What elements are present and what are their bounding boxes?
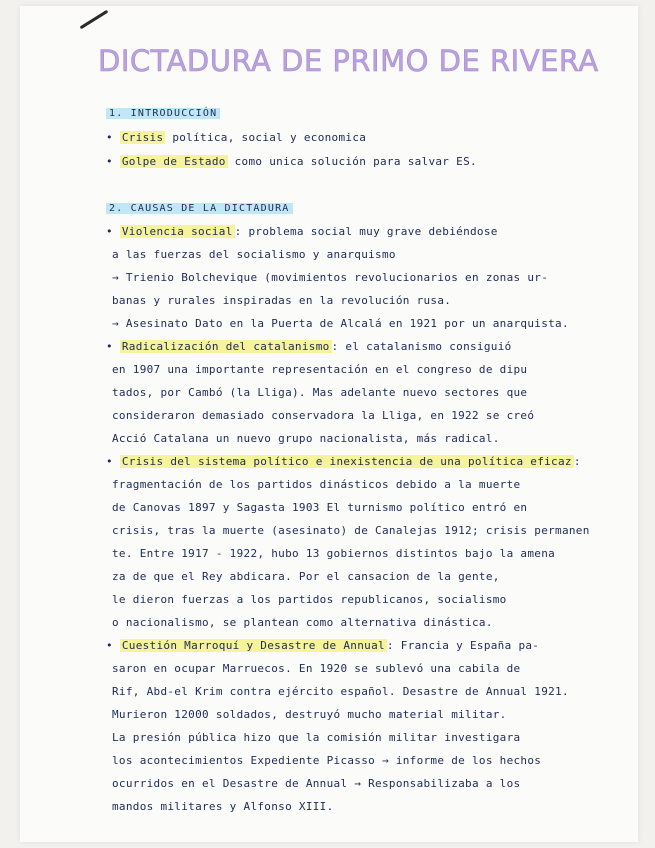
note-line [106,639,539,652]
note-text: saron en ocupar Marruecos. En 1920 se sublevó una cabila de [112,662,521,675]
note-line [112,708,507,721]
note-line [112,524,590,537]
note-line [112,570,500,583]
note-line [106,225,498,238]
note-highlight: Crisis [121,131,164,144]
section-heading-causas: 2. CAUSAS DE LA DICTADURA [106,201,293,214]
note-text: te. Entre 1917 - 1922, hubo 13 gobiernos distintos bajo la amena [112,547,556,560]
note-line [112,731,520,744]
note-line [112,294,451,307]
note-line [112,432,500,445]
note-line [112,800,334,813]
note-line [112,754,541,767]
note-line [112,593,507,606]
note-bullet: • [106,225,120,238]
note-highlight: Crisis del sistema político e inexistencia de una política eficaz [121,455,572,468]
note-text: como unica solución para salvar ES. [227,155,477,168]
note-line [112,248,396,261]
note-bullet: • [106,131,120,144]
note-text: fragmentación de los partidos dinásticos debido a la muerte [112,478,521,491]
note-text: política, social y economica [165,131,367,144]
note-bullet: • [106,455,120,468]
note-bullet: • [106,340,120,353]
note-text: los acontecimientos Expediente Picasso → informe de los hechos [112,754,542,767]
note-text: La presión pública hizo que la comisión militar investigara [112,731,521,744]
note-line [106,131,366,144]
note-line [112,501,527,514]
note-text: consideraron demasiado conservadora la Lliga, en 1922 se creó [112,409,535,422]
note-text: : problema social muy grave debiéndose [234,225,498,238]
note-text: banas y rurales inspiradas en la revolución rusa. [112,294,452,307]
note-line [106,340,512,353]
note-text: Acció Catalana un nuevo grupo nacionalista, más radical. [112,432,500,445]
note-line [112,685,569,698]
note-line [106,155,477,168]
note-bullet: • [106,155,120,168]
note-line [112,478,520,491]
note-highlight: Violencia social [121,225,233,238]
note-text: → Trienio Bolchevique (movimientos revolucionarios en zonas ur- [112,271,549,284]
note-line [112,777,520,790]
note-text: en 1907 una importante representación en el congreso de dipu [112,363,528,376]
note-line [112,271,548,284]
note-highlight: Golpe de Estado [121,155,226,168]
note-text: Murieron 12000 soldados, destruyó mucho material militar. [112,708,507,721]
note-text: : Francia y España pa- [386,639,540,652]
note-text: ocurridos en el Desastre de Annual → Responsabilizaba a los [112,777,521,790]
note-line [106,455,581,468]
note-line [112,662,520,675]
note-text: : el catalanismo consiguió [331,340,512,353]
note-line [112,363,527,376]
notebook-page [20,6,638,842]
note-text: le dieron fuerzas a los partidos republicanos, socialismo [112,593,507,606]
pen-mark [80,10,109,30]
section-heading-introduccion: 1. INTRODUCCIÓN [106,106,220,119]
note-text: crisis, tras la muerte (asesinato) de Canalejas 1912; crisis permanen [112,524,590,537]
note-line [112,317,569,330]
note-text: a las fuerzas del socialismo y anarquismo [112,248,396,261]
note-line [112,409,534,422]
note-line [112,386,527,399]
note-highlight: Radicalización del catalanismo [121,340,330,353]
note-text: o nacionalismo, se plantean como alternativa dinástica. [112,616,493,629]
note-text: za de que el Rey abdicara. Por el cansacion de la gente, [112,570,500,583]
note-text: : [573,455,581,468]
note-text: → Asesinato Dato en la Puerta de Alcalá en 1921 por un anarquista. [112,317,569,330]
note-text: de Canovas 1897 y Sagasta 1903 El turnismo político entró en [112,501,528,514]
note-text: tados, por Cambó (la Lliga). Mas adelante nuevo sectores que [112,386,528,399]
note-highlight: Cuestión Marroquí y Desastre de Annual [121,639,385,652]
note-line [112,547,555,560]
page-title: DICTADURA DE PRIMO DE RIVERA [98,44,599,78]
note-text: mandos militares y Alfonso XIII. [112,800,334,813]
note-line [112,616,493,629]
note-text: Rif, Abd-el Krim contra ejército español. Desastre de Annual 1921. [112,685,569,698]
note-bullet: • [106,639,120,652]
